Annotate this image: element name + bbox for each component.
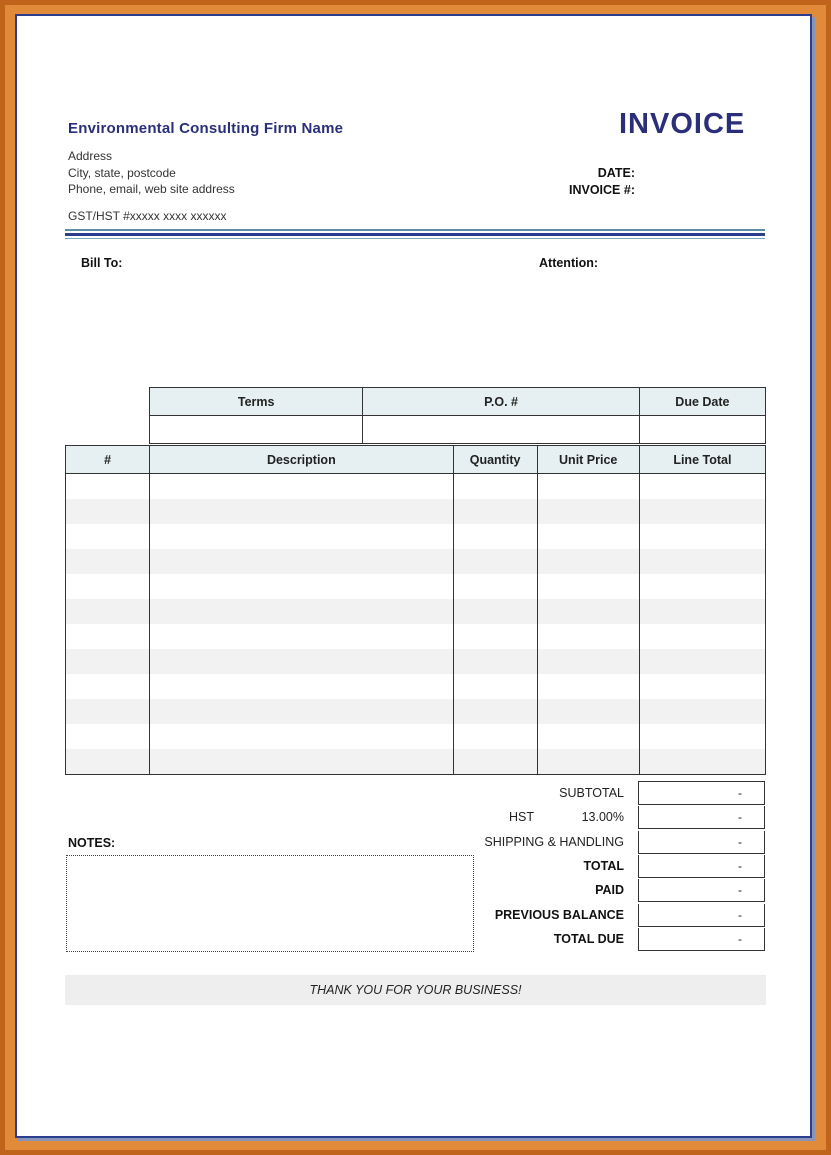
table-row <box>66 599 766 624</box>
total-due-label: TOTAL DUE <box>553 932 624 946</box>
unit-price-cell[interactable] <box>537 574 639 599</box>
line-total-cell[interactable] <box>639 699 765 724</box>
unit-price-cell[interactable] <box>537 724 639 749</box>
paid-value[interactable]: - <box>638 879 765 902</box>
quantity-cell[interactable] <box>453 724 537 749</box>
attention-label: Attention: <box>539 256 599 270</box>
description-cell[interactable] <box>150 649 453 674</box>
unit-price-cell[interactable] <box>537 599 639 624</box>
notes-label: NOTES: <box>68 836 116 850</box>
company-contact: Phone, email, web site address <box>68 182 235 196</box>
line-total-cell[interactable] <box>639 549 765 574</box>
description-header: Description <box>150 446 453 474</box>
line-total-cell[interactable] <box>639 524 765 549</box>
shipping-value[interactable]: - <box>638 831 765 854</box>
description-cell[interactable] <box>150 674 453 699</box>
item-number-cell[interactable] <box>66 574 150 599</box>
table-row <box>66 649 766 674</box>
item-number-cell[interactable] <box>66 724 150 749</box>
total-due-value: - <box>638 928 765 951</box>
item-number-cell[interactable] <box>66 524 150 549</box>
subtotal-label: SUBTOTAL <box>559 786 624 800</box>
item-number-cell[interactable] <box>66 699 150 724</box>
unit-price-header: Unit Price <box>537 446 639 474</box>
header-rule-bottom <box>65 238 765 239</box>
company-name: Environmental Consulting Firm Name <box>68 120 344 137</box>
unit-price-cell[interactable] <box>537 499 639 524</box>
description-cell[interactable] <box>150 474 453 500</box>
description-cell[interactable] <box>150 549 453 574</box>
table-row <box>66 499 766 524</box>
description-cell[interactable] <box>150 574 453 599</box>
quantity-cell[interactable] <box>453 499 537 524</box>
item-number-cell[interactable] <box>66 674 150 699</box>
line-total-cell[interactable] <box>639 574 765 599</box>
unit-price-cell[interactable] <box>537 524 639 549</box>
company-address: Address <box>68 149 113 163</box>
item-number-cell[interactable] <box>66 749 150 775</box>
date-label: DATE: <box>597 166 635 180</box>
table-row <box>66 474 766 500</box>
table-row <box>66 549 766 574</box>
bill-to-label: Bill To: <box>81 256 123 270</box>
line-total-cell[interactable] <box>639 499 765 524</box>
quantity-cell[interactable] <box>453 624 537 649</box>
company-city: City, state, postcode <box>68 166 176 180</box>
header-rule-top <box>65 229 765 231</box>
description-cell[interactable] <box>150 624 453 649</box>
line-total-cell[interactable] <box>639 724 765 749</box>
po-number-header: P.O. # <box>363 388 639 416</box>
table-row <box>66 724 766 749</box>
po-number-cell[interactable] <box>363 416 639 444</box>
due-date-cell[interactable] <box>639 416 765 444</box>
unit-price-cell[interactable] <box>537 624 639 649</box>
item-number-cell[interactable] <box>66 649 150 674</box>
quantity-cell[interactable] <box>453 474 537 500</box>
unit-price-cell[interactable] <box>537 699 639 724</box>
total-label: TOTAL <box>583 859 624 873</box>
item-number-cell[interactable] <box>66 624 150 649</box>
thank-you-banner: THANK YOU FOR YOUR BUSINESS! <box>65 975 766 1005</box>
line-total-cell[interactable] <box>639 624 765 649</box>
line-total-cell[interactable] <box>639 599 765 624</box>
invoice-number-label: INVOICE #: <box>569 183 635 197</box>
description-cell[interactable] <box>150 499 453 524</box>
item-number-cell[interactable] <box>66 499 150 524</box>
item-number-header: # <box>66 446 150 474</box>
header-rule-main <box>65 233 765 236</box>
description-cell[interactable] <box>150 524 453 549</box>
unit-price-cell[interactable] <box>537 474 639 500</box>
line-total-cell[interactable] <box>639 474 765 500</box>
invoice-title: INVOICE <box>619 108 746 140</box>
description-cell[interactable] <box>150 699 453 724</box>
item-number-cell[interactable] <box>66 599 150 624</box>
company-tax-id: GST/HST #xxxxx xxxx xxxxxx <box>68 209 227 223</box>
quantity-cell[interactable] <box>453 599 537 624</box>
table-row <box>66 574 766 599</box>
tax-rate[interactable]: 13.00% <box>581 810 624 824</box>
unit-price-cell[interactable] <box>537 649 639 674</box>
description-cell[interactable] <box>150 749 453 775</box>
quantity-cell[interactable] <box>453 574 537 599</box>
terms-table <box>149 387 766 444</box>
table-row <box>66 749 766 775</box>
tax-label: HST <box>509 810 534 824</box>
line-items-table <box>65 445 766 775</box>
quantity-cell[interactable] <box>453 749 537 775</box>
terms-header: Terms <box>150 388 363 416</box>
quantity-cell[interactable] <box>453 699 537 724</box>
description-cell[interactable] <box>150 724 453 749</box>
table-row <box>66 674 766 699</box>
quantity-header: Quantity <box>453 446 537 474</box>
unit-price-cell[interactable] <box>537 674 639 699</box>
item-number-cell[interactable] <box>66 474 150 500</box>
table-row <box>66 524 766 549</box>
shipping-label: SHIPPING & HANDLING <box>484 835 624 849</box>
line-total-cell[interactable] <box>639 649 765 674</box>
paid-label: PAID <box>595 883 624 897</box>
description-cell[interactable] <box>150 599 453 624</box>
previous-balance-label: PREVIOUS BALANCE <box>494 908 624 922</box>
tax-value: - <box>638 806 765 829</box>
item-number-cell[interactable] <box>66 549 150 574</box>
notes-box[interactable] <box>66 855 474 952</box>
table-row <box>66 624 766 649</box>
unit-price-cell[interactable] <box>537 549 639 574</box>
terms-cell[interactable] <box>150 416 363 444</box>
quantity-cell[interactable] <box>453 674 537 699</box>
line-total-cell[interactable] <box>639 749 765 775</box>
quantity-cell[interactable] <box>453 524 537 549</box>
total-value: - <box>638 855 765 878</box>
subtotal-value: - <box>638 782 765 805</box>
due-date-header: Due Date <box>639 388 765 416</box>
quantity-cell[interactable] <box>453 649 537 674</box>
invoice-page <box>15 14 812 1138</box>
line-total-cell[interactable] <box>639 674 765 699</box>
line-total-header: Line Total <box>639 446 765 474</box>
table-row <box>66 699 766 724</box>
quantity-cell[interactable] <box>453 549 537 574</box>
unit-price-cell[interactable] <box>537 749 639 775</box>
previous-balance-value[interactable]: - <box>638 904 765 927</box>
